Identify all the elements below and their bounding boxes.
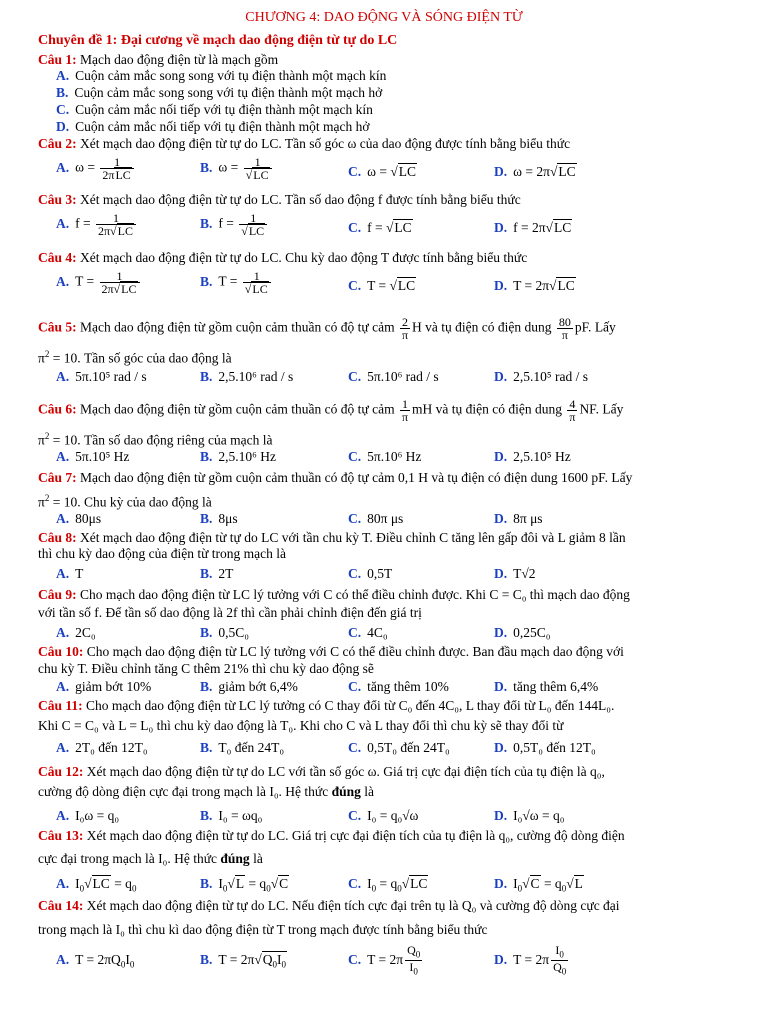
q2-option-c: C. ω = √LC — [348, 164, 417, 179]
q13-option-d: D. $I_0√C = q_0√L$ — [494, 876, 583, 894]
q12-option-a: A. I₀ω = q₀ — [56, 808, 120, 823]
chapter-title: CHƯƠNG 4: DAO ĐỘNG VÀ SÓNG ĐIỆN TỪ — [245, 10, 523, 25]
q7-option-a: A. 80μs — [56, 511, 102, 526]
q8-option-a: A. T — [56, 566, 84, 581]
q9-option-c: C. 4C₀ — [348, 625, 388, 640]
question-8: Câu 8: Xét mạch dao động điện từ tự do LC với tần chu kỳ T. Điều chỉnh C tăng lên gấp đôi và L giảm 8 lần — [38, 530, 626, 545]
question-6: Câu 6: Mạch dao động điện từ gồm cuộn cảm thuần có độ tự cảm $\frac{1}{\pi}$ mH và tụ điện có điện dung $\frac{4}{\pi}$ NF. Lấy — [38, 397, 624, 424]
question-9-cont: với tần số f. Để tần số dao động là 2f thì cần phải chỉnh điện đến giá trị — [38, 605, 422, 620]
q3-option-d: D. f = 2π√LC — [494, 220, 572, 235]
q14-option-c: C. T = 2π $\frac{Q_0}{I_0}$ — [348, 943, 421, 977]
q14-option-a: A. $T = 2\pi Q_0I_0$ — [56, 952, 135, 970]
q1-option-a: A. Cuộn cảm mắc song song với tụ điện thành một mạch kín — [56, 68, 387, 83]
question-13: Câu 13: Xét mạch dao động điện từ tự do LC. Giá trị cực đại điện tích của tụ điện là q₀, cường độ dòng điện — [38, 828, 625, 843]
q2-option-b: B. ω = $\frac{1}{√LC}$ — [200, 156, 274, 181]
q11-option-d: D. 0,5T₀ đến 12T₀ — [494, 740, 596, 755]
q8-option-c: C. 0,5T — [348, 566, 393, 581]
question-14: Câu 14: Xét mạch dao động điện từ tự do LC. Nếu điện tích cực đại trên tụ là Q₀ và cường độ dòng cực đại — [38, 898, 620, 913]
q8-option-b: B. 2T — [200, 566, 234, 581]
q5-option-c: C. 5π.10⁶ rad / s — [348, 369, 439, 384]
q1-option-d: D. Cuộn cảm mắc nối tiếp với tụ điện thành một mạch hở — [56, 119, 370, 134]
question-10-cont: chu kỳ T. Điều chỉnh tăng C thêm 21% thì chu kỳ dao động sẽ — [38, 661, 374, 676]
q10-option-b: B. giảm bớt 6,4% — [200, 679, 298, 694]
q3-option-a: A. f = $\frac{1}{2\pi√LC}$ — [56, 212, 138, 237]
q11-option-c: C. 0,5T₀ đến 24T₀ — [348, 740, 450, 755]
question-12-cont: cường độ dòng điện cực đại trong mạch là I₀. Hệ thức đúng là — [38, 784, 374, 799]
q2-option-d: D. ω = 2π√LC — [494, 164, 576, 179]
q6-option-b: B. 2,5.10⁶ Hz — [200, 449, 276, 464]
question-13-cont: cực đại trong mạch là I₀. Hệ thức đúng là — [38, 851, 263, 866]
q10-option-d: D. tăng thêm 6,4% — [494, 679, 599, 694]
q4-option-c: C. T = √LC — [348, 278, 416, 293]
q12-option-b: B. I₀ = ωq₀ — [200, 808, 263, 823]
q3-option-b: B. f = $\frac{1}{√LC}$ — [200, 212, 269, 237]
question-9: Câu 9: Cho mạch dao động điện từ LC lý tưởng với C có thể điều chỉnh được. Khi C = C₀ thì mạch dao động — [38, 587, 630, 602]
question-7: Câu 7: Mạch dao động điện từ gồm cuộn cảm thuần có độ tự cảm 0,1 H và tụ điện có điện dung 1600 pF. Lấy — [38, 470, 633, 485]
q8-option-d: D. T√2 — [494, 566, 536, 581]
q5-option-d: D. 2,5.10⁵ rad / s — [494, 369, 588, 384]
question-5: Câu 5: Mạch dao động điện từ gồm cuộn cảm thuần có độ tự cảm $\frac{2}{\pi}$ H và tụ điện có điện dung $\frac{80}{\pi}$ pF. Lấy — [38, 315, 616, 342]
q11-option-a: A. 2T₀ đến 12T₀ — [56, 740, 148, 755]
q10-option-c: C. tăng thêm 10% — [348, 679, 449, 694]
q1-option-c: C. Cuộn cảm mắc nối tiếp với tụ điện thành một mạch kín — [56, 102, 373, 117]
question-1: Câu 1: Mạch dao động điện từ là mạch gồm — [38, 52, 279, 67]
q6-option-a: A. 5π.10⁵ Hz — [56, 449, 130, 464]
q14-option-d: D. T = 2π $\frac{I_0}{Q_0}$ — [494, 943, 567, 977]
q6-option-d: D. 2,5.10⁵ Hz — [494, 449, 571, 464]
question-12: Câu 12: Xét mạch dao động điện từ tự do LC với tần số góc ω. Giá trị cực đại điện tích của tụ điện là q₀, — [38, 764, 605, 779]
question-10: Câu 10: Cho mạch dao động điện từ LC lý tưởng với C có thể điều chỉnh được. Ban đầu mạch dao động với — [38, 644, 624, 659]
question-14-cont: trong mạch là I₀ thì chu kì dao động điện từ T trong mạch được tính bằng biểu thức — [38, 922, 488, 937]
q6-option-c: C. 5π.10⁶ Hz — [348, 449, 422, 464]
q12-option-d: D. I₀√ω = q₀ — [494, 808, 565, 823]
q7-option-b: B. 8μs — [200, 511, 238, 526]
q9-option-b: B. 0,5C₀ — [200, 625, 249, 640]
q5-option-a: A. 5π.10⁵ rad / s — [56, 369, 147, 384]
q14-option-b: B. $T = 2\pi√Q_0I_0$ — [200, 952, 286, 970]
q13-option-c: C. $I_0 = q_0√LC$ — [348, 876, 428, 894]
q9-option-d: D. 0,25C₀ — [494, 625, 551, 640]
question-7-cont: $\pi^2 = 10$. Chu kỳ của dao động là — [38, 493, 212, 510]
q9-option-a: A. 2C₀ — [56, 625, 96, 640]
q11-option-b: B. T₀ đến 24T₀ — [200, 740, 285, 755]
q1-option-b: B. Cuộn cảm mắc song song với tụ điện thành một mạch hở — [56, 85, 383, 100]
question-11: Câu 11: Cho mạch dao động điện từ LC lý tưởng có C thay đổi từ C₀ đến 4C₀, L thay đổi từ L₀ đến 144L₀. — [38, 698, 615, 713]
q7-option-d: D. 8π μs — [494, 511, 543, 526]
q2-option-a: A. ω = $\frac{1}{\text{2πLC}}$ — [56, 156, 136, 181]
question-4: Câu 4: Xét mạch dao động điện từ tự do LC. Chu kỳ dao động T được tính bằng biểu thức — [38, 250, 528, 265]
q5-option-b: B. 2,5.10⁶ rad / s — [200, 369, 294, 384]
question-8-cont: thì chu kỳ dao động của điện từ trong mạch là — [38, 546, 287, 561]
question-11-cont: Khi C = C₀ và L = L₀ thì chu kỳ dao động là T₀. Khi cho C và L thay đổi thì chu kỳ sẽ thay đổi từ — [38, 718, 564, 733]
q4-option-b: B. T = $\frac{1}{√LC}$ — [200, 270, 273, 295]
question-3: Câu 3: Xét mạch dao động điện từ tự do LC. Tần số dao động f được tính bằng biểu thức — [38, 192, 521, 207]
q12-option-c: C. I₀ = q₀√ω — [348, 808, 419, 823]
q13-option-b: B. $I_0√L = q_0√C$ — [200, 876, 289, 894]
question-5-cont: $\pi^2 = 10$. Tần số góc của dao động là — [38, 349, 232, 366]
q10-option-a: A. giảm bớt 10% — [56, 679, 152, 694]
q4-option-d: D. T = 2π√LC — [494, 278, 575, 293]
question-2: Câu 2: Xét mạch dao động điện từ tự do LC. Tần số góc ω của dao động được tính bằng biểu thức — [38, 136, 571, 151]
q13-option-a: A. $I_0√LC = q_0$ — [56, 876, 137, 894]
question-6-cont: $\pi^2 = 10$. Tần số dao động riêng của mạch là — [38, 431, 273, 448]
q3-option-c: C. f = √LC — [348, 220, 412, 235]
q7-option-c: C. 80π μs — [348, 511, 404, 526]
topic-heading: Chuyên đề 1: Đại cương về mạch dao động điện từ tự do LC — [38, 33, 398, 48]
q4-option-a: A. T = $\frac{1}{2\pi√LC}$ — [56, 270, 142, 295]
